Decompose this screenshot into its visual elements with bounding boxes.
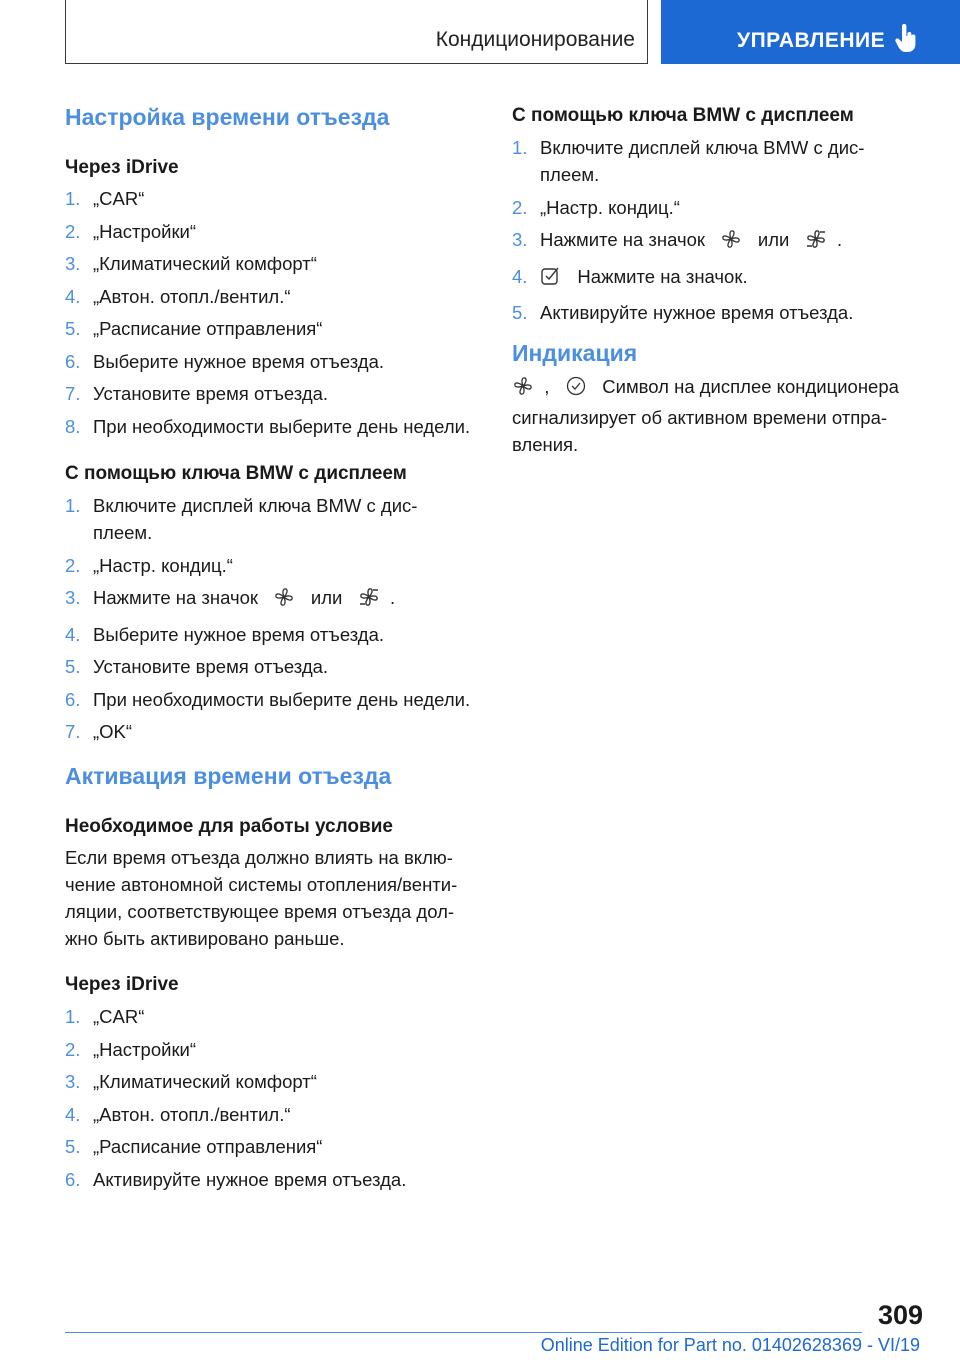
- list-item: 1. „CAR“: [65, 1006, 145, 1027]
- list-item: 5. „Расписание отправления“: [65, 318, 323, 339]
- header-tab-label: УПРАВЛЕНИЕ: [737, 29, 886, 52]
- indication-text: , Символ на дисплее кондиционера сигнализирует об активном времени отпра-вления.: [512, 376, 899, 455]
- list-item: 3. Нажмите на значок или .: [65, 584, 485, 615]
- subheading-key-display: С помощью ключа BMW с дисплеем: [65, 463, 407, 484]
- footer-divider: [65, 1332, 862, 1333]
- subheading-via-idrive: Через iDrive: [65, 157, 179, 178]
- steps-key-activation: [512, 134, 912, 332]
- heading-departure-time-activation: Активация времени отъезда: [65, 763, 392, 789]
- heading-departure-time-setting: Настройка времени отъезда: [65, 104, 390, 130]
- fan-blowing-icon: [805, 228, 827, 257]
- list-item: 2. „Настройки“: [65, 1038, 197, 1060]
- hand-pointer-icon: [895, 24, 919, 59]
- clock-check-icon: [565, 375, 587, 404]
- list-item: 2. „Настр. кондиц.“: [65, 554, 233, 576]
- list-item: 8. При необходимости выберите день недели.: [65, 415, 471, 437]
- list-item: 6. При необходимости выберите день недели.: [65, 688, 471, 710]
- list-item: 7. „OK“: [65, 721, 133, 742]
- list-item: 5. „Расписание отправления“: [65, 1136, 323, 1157]
- subheading-requirement: Необходимое для работы условие: [65, 816, 393, 837]
- list-item: 4. Нажмите на значок.: [512, 263, 912, 294]
- list-item: 6. Выберите нужное время отъезда.: [65, 350, 384, 372]
- header-section: [65, 0, 648, 64]
- header-section-title: Кондиционирование: [435, 28, 635, 51]
- steps-idrive-setting: [65, 185, 485, 445]
- list-item: 2. „Настр. кондиц.“: [512, 196, 680, 218]
- requirement-text: Если время отъезда должно влиять на вклю-чение автономной системы отопления/венти-ляции, соответствующее время отъезда дол-жно быть активировано раньше.: [65, 847, 458, 949]
- fan-icon: [512, 375, 534, 404]
- subheading-key-display-activation: С помощью ключа BMW с дисплеем: [512, 105, 854, 126]
- list-item: 5. Активируйте нужное время отъезда.: [512, 302, 854, 323]
- list-item: 1. Включите дисплей ключа BMW с дис-плеем.: [65, 495, 418, 543]
- heading-indication: Индикация: [512, 340, 638, 366]
- list-item: 2. „Настройки“: [65, 220, 197, 242]
- fan-icon: [273, 586, 295, 615]
- list-item: 3. „Климатический комфорт“: [65, 253, 317, 274]
- list-item: 4. Выберите нужное время отъезда.: [65, 623, 384, 645]
- steps-idrive-activation: [65, 1003, 485, 1198]
- list-item: 3. „Климатический комфорт“: [65, 1071, 317, 1092]
- list-item: 3. Нажмите на значок или .: [512, 226, 912, 257]
- subheading-via-idrive-2: Через iDrive: [65, 974, 179, 995]
- fan-icon: [720, 228, 742, 257]
- list-item: 7. Установите время отъезда.: [65, 383, 329, 404]
- page-number: 309: [877, 1300, 923, 1330]
- list-item: 5. Установите время отъезда.: [65, 656, 329, 677]
- list-item: 4. „Автон. отопл./вентил.“: [65, 285, 291, 307]
- checkbox-icon: [540, 265, 562, 294]
- list-item: 1. Включите дисплей ключа BMW с дис-плеем.: [512, 137, 865, 185]
- footer-edition: Online Edition for Part no. 01402628369 - VI/19: [540, 1335, 920, 1355]
- list-item: 1. „CAR“: [65, 188, 145, 209]
- header-tab-controls[interactable]: [661, 0, 960, 64]
- list-item: 6. Активируйте нужное время отъезда.: [65, 1168, 407, 1190]
- fan-blowing-icon: [358, 586, 380, 615]
- steps-key-setting: [65, 492, 485, 751]
- list-item: 4. „Автон. отопл./вентил.“: [65, 1103, 291, 1125]
